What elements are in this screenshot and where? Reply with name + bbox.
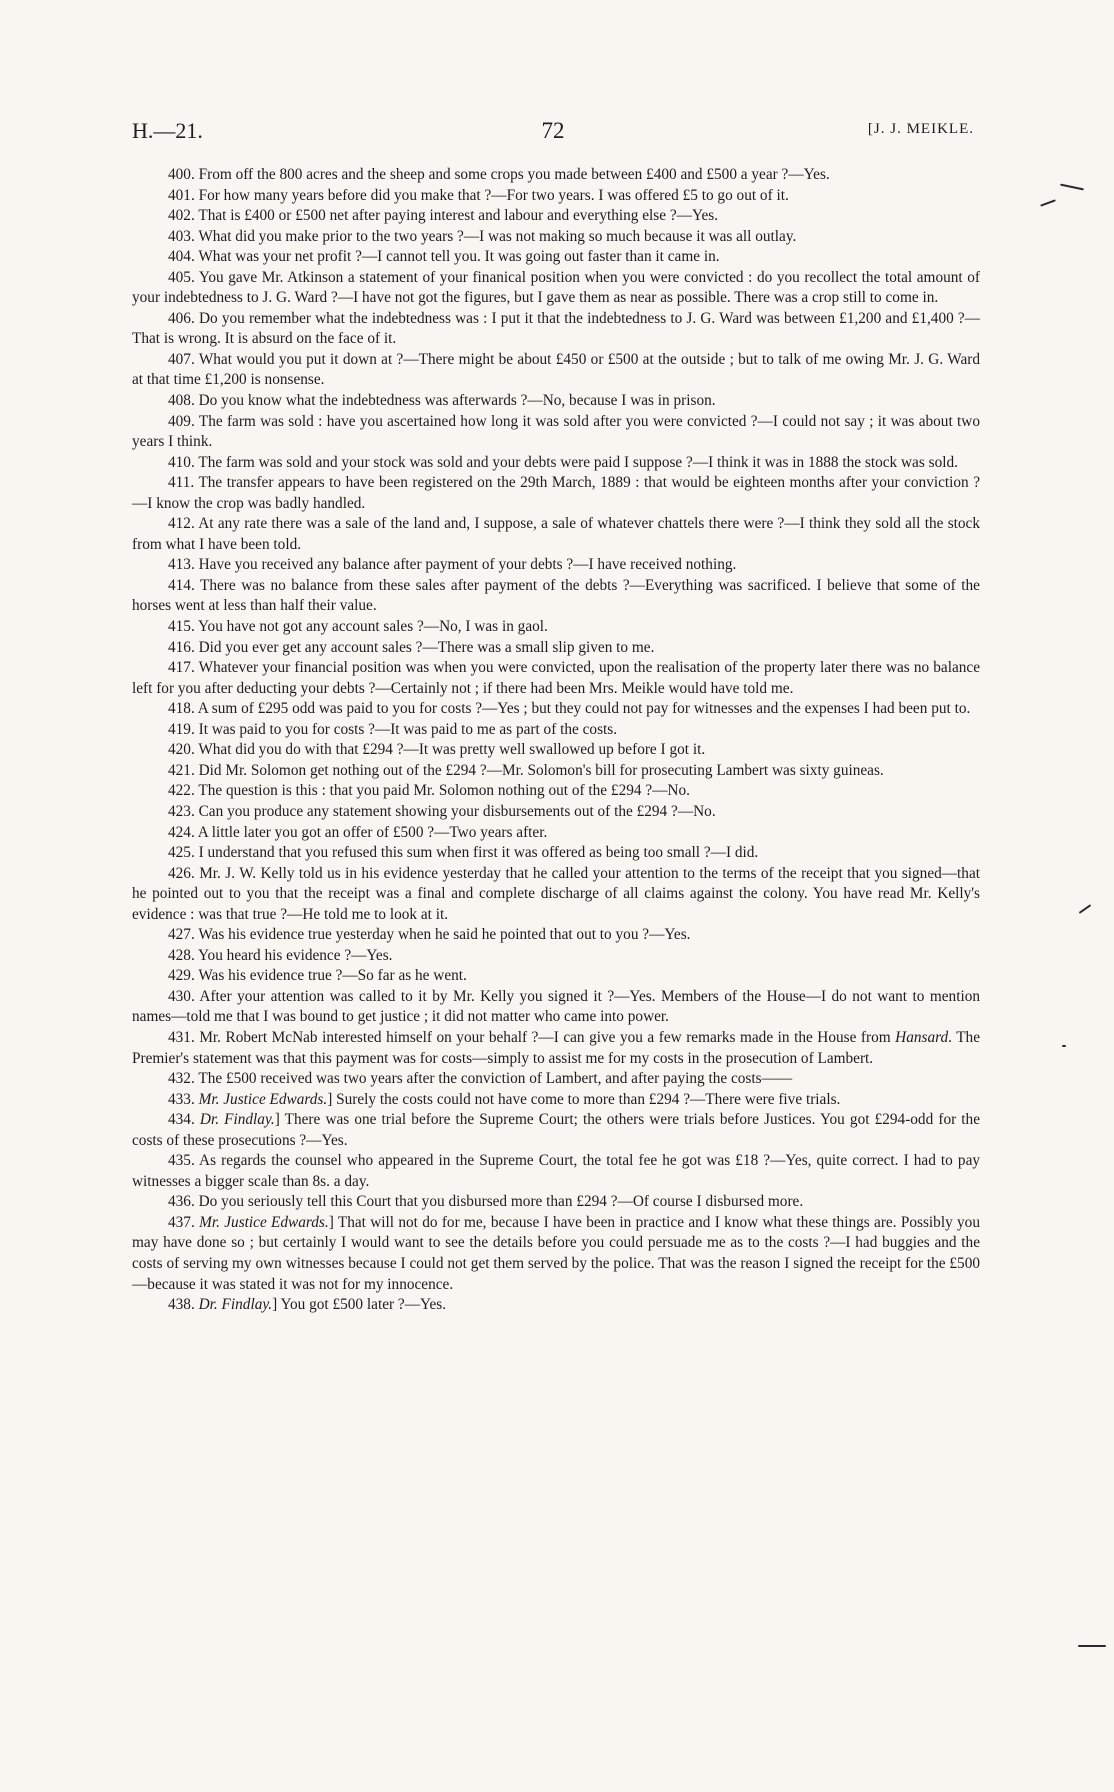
testimony-paragraph: 406. Do you remember what the indebtedness was : I put it that the indebtedness to J. G. Ward was between £1,200 and £1,400 ?—That is wrong. It is absurd on the face of it. [132,309,981,348]
testimony-paragraph: 409. The farm was sold : have you ascertained how long it was sold after you were convicted ?—I could not say ; it was about two years I think. [132,412,980,451]
margin-mark [1078,1645,1106,1647]
testimony-paragraph: 436. Do you seriously tell this Court that you disbursed more than £294 ?—Of course I disbursed more. [168,1193,804,1211]
publication-title: Hansard [895,1028,949,1046]
testimony-paragraph: 421. Did Mr. Solomon get nothing out of the £294 ?—Mr. Solomon's bill for prosecuting Lambert was sixty guineas. [168,761,884,779]
margin-mark [1079,904,1092,914]
testimony-paragraph: 414. There was no balance from these sales after payment of the debts ?—Everything was sacrificed. I believe that some of the horses went at less than half their value. [132,576,980,615]
testimony-paragraph: 410. The farm was sold and your stock was sold and your debts were paid I suppose ?—I think it was in 1888 the stock was sold. [168,453,958,471]
testimony-paragraph: 402. That is £400 or £500 net after paying interest and labour and everything else ?—Yes. [168,207,719,225]
testimony-paragraph: 425. I understand that you refused this sum when first it was offered as being too small ?—I did. [168,844,759,862]
speaker-name: Dr. Findlay. [199,1111,275,1129]
testimony-paragraph: 407. What would you put it down at ?—There might be about £450 or £500 at the outside ; but to talk of me owing Mr. J. G. Ward at that time £1,200 is nonsense. [132,350,980,389]
testimony-paragraph: 428. You heard his evidence ?—Yes. [168,946,393,964]
speaker-name: Dr. Findlay. [198,1296,273,1314]
testimony-paragraph: 423. Can you produce any statement showing your disbursements out of the £294 ?—No. [168,802,716,820]
testimony-paragraph: 433. Mr. Justice Edwards.] Surely the costs could not have come to more than £294 ?—There were five trials. [168,1090,841,1108]
testimony-paragraph: 432. The £500 received was two years after the conviction of Lambert, and after paying the costs—— [168,1070,793,1088]
testimony-paragraph: 429. Was his evidence true ?—So far as he went. [168,967,467,985]
margin-mark [1062,1045,1066,1047]
testimony-paragraph: 412. At any rate there was a sale of the land and, I suppose, a sale of whatever chattels there were ?—I think they sold all the stock from what I have been told. [132,515,980,553]
testimony-paragraph: 416. Did you ever get any account sales ?—There was a small slip given to me. [168,638,655,656]
testimony-paragraph: 403. What did you make prior to the two years ?—I was not making so much because it was all outlay. [168,227,797,245]
testimony-paragraph: 419. It was paid to you for costs ?—It was paid to me as part of the costs. [168,720,618,738]
testimony-paragraph: 427. Was his evidence true yesterday when he said he pointed that out to you ?—Yes. [168,926,691,944]
testimony-paragraph: 426. Mr. J. W. Kelly told us in his evidence yesterday that he called your attention to the terms of the receipt that you signed—that he pointed out to you that the receipt was a final and complete discharge of all claims against the colony. You have read Mr. Kelly's evidence : was that true ?—He told me to look at it. [132,864,980,923]
testimony-paragraph: 437. Mr. Justice Edwards.] That will not do for me, because I have been in practice and I know what these things are. Possibly you may have done so ; but certainly I would want to see the details before you could persuade me as to the costs ?—I had buggies and the costs of serving my own witnesses because I could not get them served by the police. That was the reason I signed the receipt for the £500—because it was stated it was not for my innocence. [132,1213,980,1293]
testimony-paragraph: 408. Do you know what the indebtedness was afterwards ?—No, because I was in prison. [168,392,716,410]
header-document-code: H.—21. [132,118,203,143]
speaker-name: Mr. Justice Edwards. [199,1213,329,1231]
testimony-paragraph: 422. The question is this : that you paid Mr. Solomon nothing out of the £294 ?—No. [168,782,690,800]
testimony-body [132,165,980,1316]
testimony-paragraph: 415. You have not got any account sales ?—No, I was in gaol. [168,618,548,636]
testimony-paragraph: 413. Have you received any balance after payment of your debts ?—I have received nothing. [168,556,737,574]
testimony-paragraph: 424. A little later you got an offer of £500 ?—Two years after. [168,823,548,841]
testimony-paragraph: 401. For how many years before did you make that ?—For two years. I was offered £5 to go out of it. [168,186,789,204]
testimony-paragraph: 417. Whatever your financial position was when you were convicted, upon the realisation of the property later there was no balance left for you after deducting your debts ?—Certainly not ; if there had been Mrs. Meikle would have told me. [132,659,980,697]
page-header [132,118,974,148]
margin-mark [1040,199,1056,206]
testimony-paragraph: 411. The transfer appears to have been registered on the 29th March, 1889 : that would be eighteen months after your conviction ?—I know the crop was badly handled. [132,474,980,512]
testimony-paragraph: 430. After your attention was called to it by Mr. Kelly you signed it ?—Yes. Members of the House—I do not want to mention names—told me that I was bound to get justice ; it did not matter who came into power. [132,987,980,1026]
header-witness-name: [J. J. MEIKLE. [867,121,974,137]
testimony-paragraph: 434. Dr. Findlay.] There was one trial before the Supreme Court; the others were trials before Justices. You got £294-odd for the costs of these prosecutions ?—Yes. [132,1111,980,1149]
testimony-paragraph: 438. Dr. Findlay.] You got £500 later ?—Yes. [168,1296,447,1314]
testimony-paragraph: 418. A sum of £295 odd was paid to you for costs ?—Yes ; but they could not pay for witnesses and the expenses I had been put to. [168,700,971,718]
speaker-name: Mr. Justice Edwards. [198,1090,328,1108]
testimony-paragraph: 400. From off the 800 acres and the sheep and some crops you made between £400 and £500 a year ?—Yes. [168,166,830,183]
testimony-paragraph: 404. What was your net profit ?—I cannot tell you. It was going out faster than it came in. [168,248,720,266]
header-page-number: 72 [541,118,565,143]
testimony-paragraph: 420. What did you do with that £294 ?—It was pretty well swallowed up before I got it. [168,741,706,759]
testimony-paragraph: 431. Mr. Robert McNab interested himself on your behalf ?—I can give you a few remarks made in the House from Hansard. The Premier's statement was that this payment was for costs—simply to assist me for my costs in the prosecution of Lambert. [132,1028,980,1067]
testimony-paragraph: 435. As regards the counsel who appeared in the Supreme Court, the total fee he got was £18 ?—Yes, quite correct. I had to pay witnesses a bigger scale than 8s. a day. [132,1152,981,1190]
testimony-paragraph: 405. You gave Mr. Atkinson a statement of your finanical position when you were convicted : do you recollect the total amount of your indebtedness to J. G. Ward ?—I have not got the figures, but I gave them as near as possible. There was a crop still to come in. [132,268,980,307]
margin-mark [1060,184,1084,191]
